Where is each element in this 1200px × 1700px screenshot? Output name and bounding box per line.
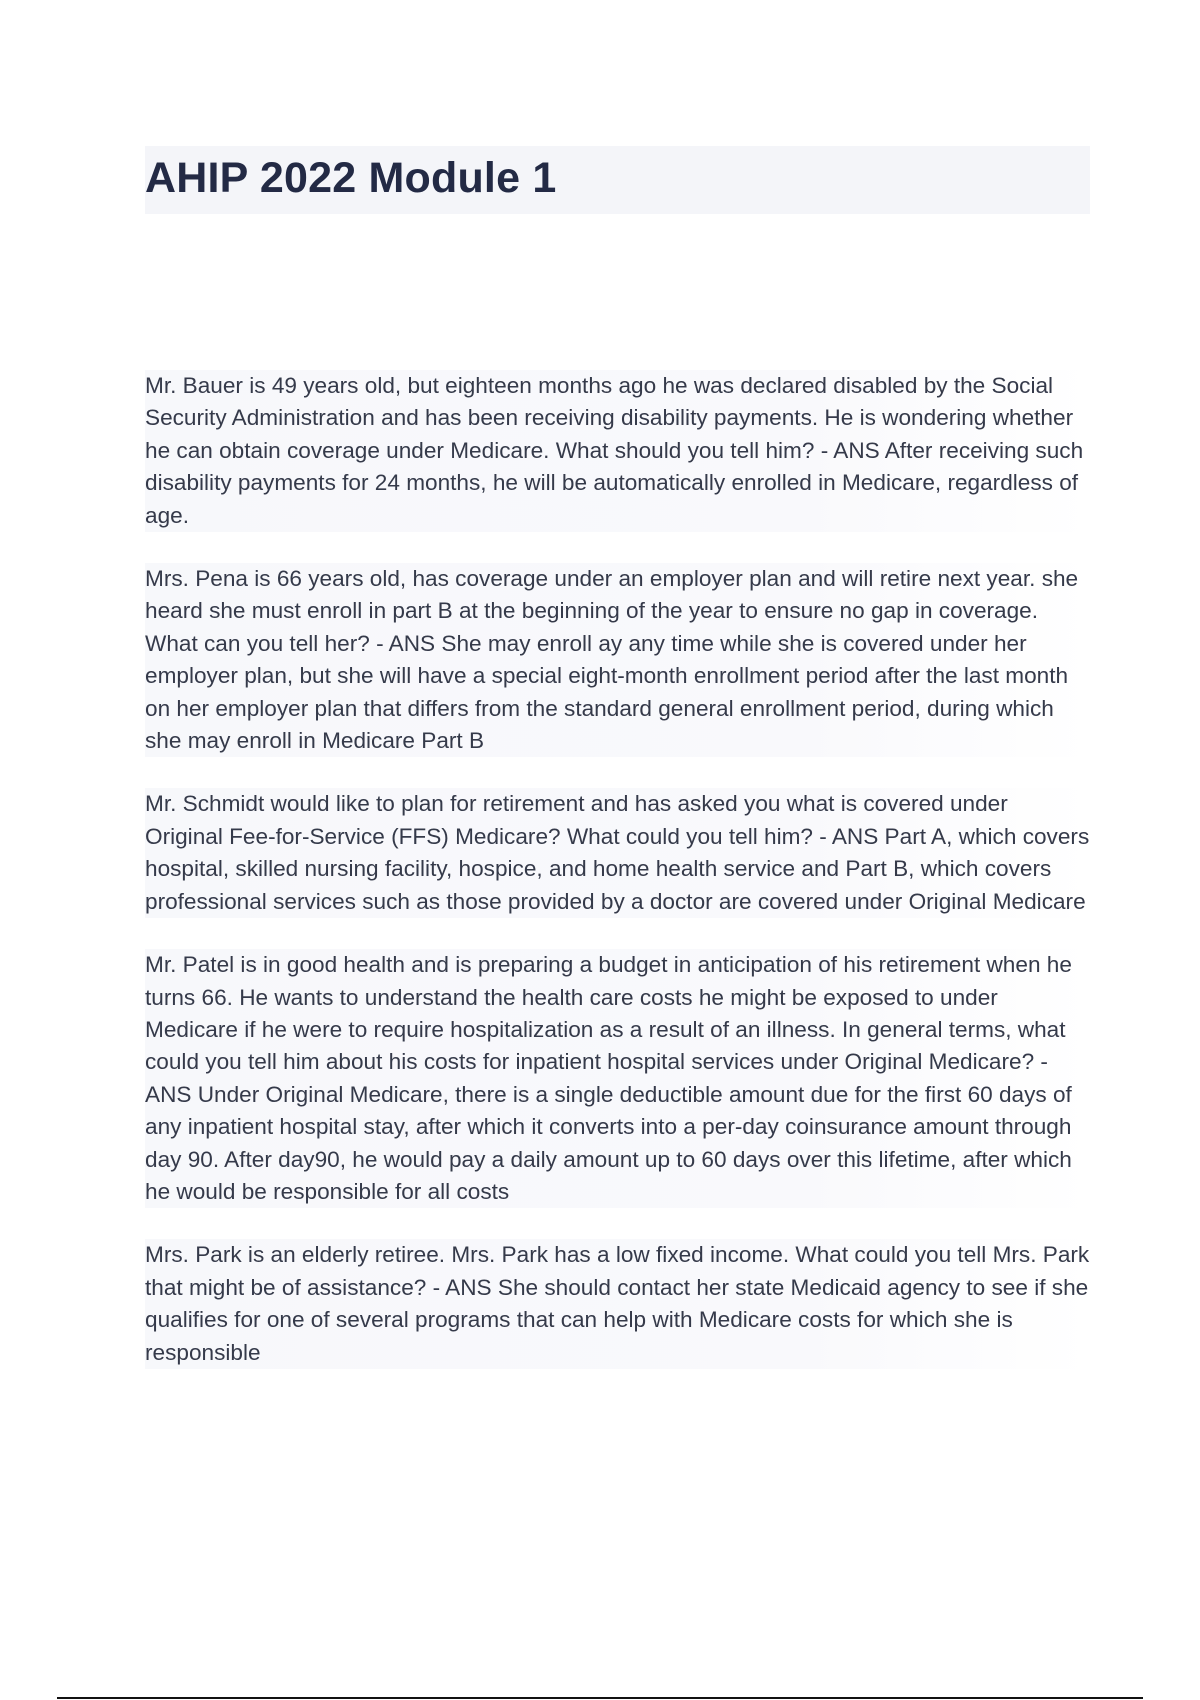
qa-item-schmidt (145, 788, 1090, 918)
question-text: Mrs. Pena is 66 years old, has coverage under an employer plan and will retire next year. she heard she must enroll in part B at the beginning of the year to ensure no gap in coverage. What can you tell her? - (145, 566, 1079, 656)
answer-text: ANS She should contact her state Medicaid agency to see if she qualifies for one of several programs that can help with Medicare costs for which she is responsible (145, 1274, 1089, 1365)
question-text: Mrs. Park is an elderly retiree. Mrs. Park has a low fixed income. What could you tell Mrs. Park that might be of assistance? - (145, 1242, 1090, 1300)
question-text: Mr. Schmidt would like to plan for retirement and has asked you what is covered under Original Fee-for-Service (FFS) Medicare? What could you tell him? - (145, 791, 1008, 849)
qa-item-bauer (145, 370, 1090, 532)
qa-list (145, 370, 1090, 1400)
question-text: Mr. Bauer is 49 years old, but eighteen months ago he was declared disabled by the Social Security Administration and has been receiving disability payments. He is wondering whether he can obtain coverage under Medicare. What should you tell him? - (145, 373, 1074, 463)
title-block (145, 146, 1090, 214)
page-title: AHIP 2022 Module 1 (145, 154, 557, 202)
qa-item-patel (145, 949, 1090, 1208)
answer-text: ANS After receiving such disability payments for 24 months, he will be automatically enrolled in Medicare, regardless of age. (145, 437, 1084, 528)
question-text: Mr. Patel is in good health and is preparing a budget in anticipation of his retirement when he turns 66. He wants to understand the health care costs he might be exposed to under Medicare if he were to require hospitalization as a result of an illness. In general terms, what could you tell him about his costs for inpatient hospital services under Original Medicare? - (145, 952, 1072, 1075)
answer-text: ANS Under Original Medicare, there is a single deductible amount due for the first 60 days of any inpatient hospital stay, after which it converts into a per-day coinsurance amount through day 90. After day90, he would pay a daily amount up to 60 days over this lifetime, after which he would be responsible for all costs (145, 1081, 1072, 1204)
answer-text: ANS She may enroll ay any time while she is covered under her employer plan, but she will have a special eight-month enrollment period after the last month on her employer plan that differs from the standard general enrollment period, during which she may enroll in Medicare Part B (145, 630, 1069, 754)
answer-text: ANS Part A, which covers hospital, skilled nursing facility, hospice, and home health service and Part B, which covers professional services such as those provided by a doctor are covered under Original Medicare (145, 823, 1090, 914)
qa-item-pena (145, 563, 1090, 757)
qa-item-park (145, 1239, 1090, 1369)
footer-divider (57, 1697, 1143, 1699)
